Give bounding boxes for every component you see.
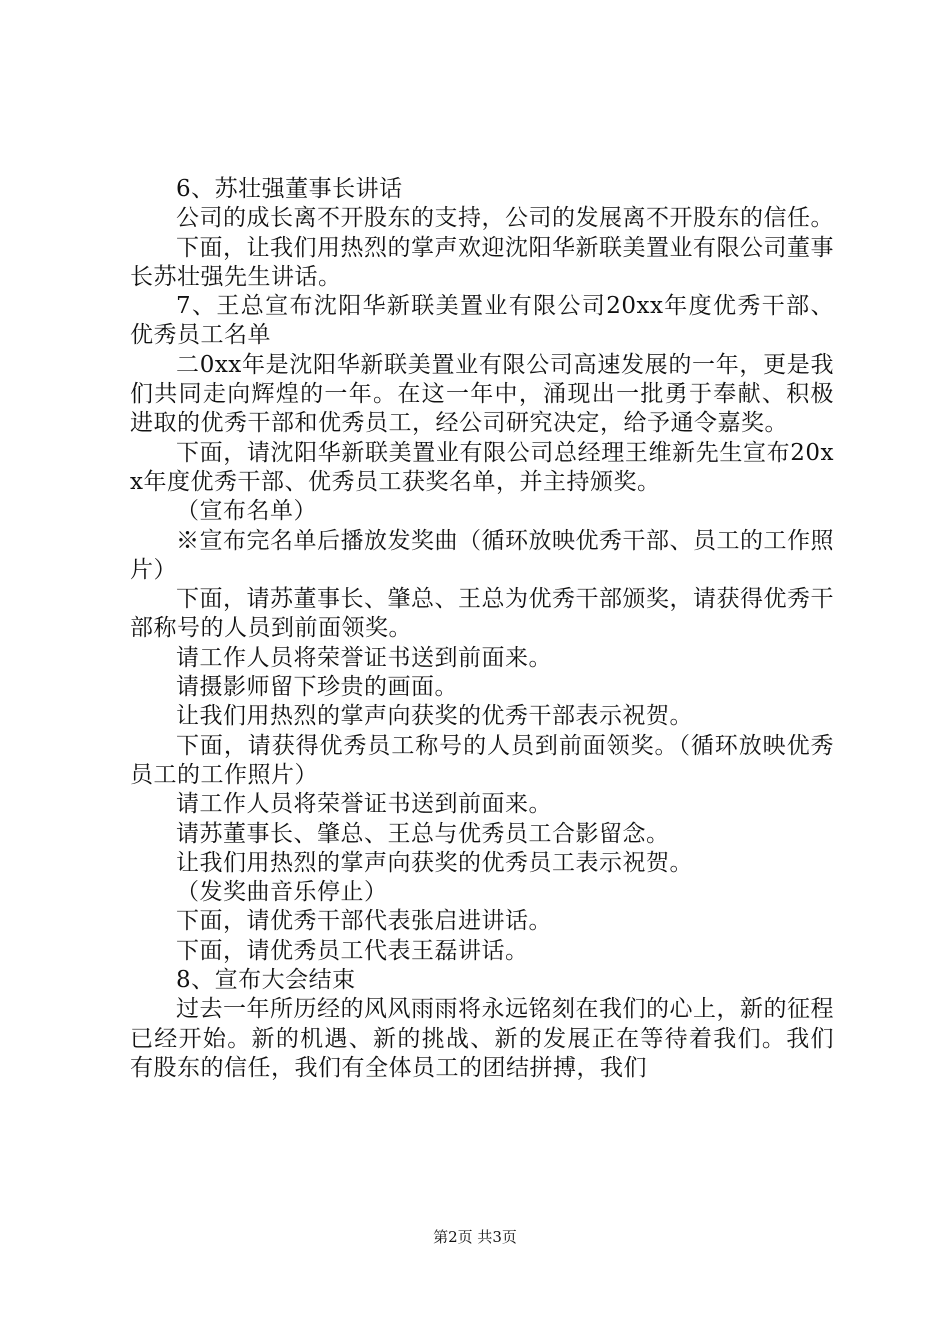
paragraph: 过去一年所历经的风风雨雨将永远铭刻在我们的心上，新的征程已经开始。新的机遇、新的挑战、新的发展正在等待着我们。我们有股东的信任，我们有全体员工的团结拼搏，我们 xyxy=(130,996,834,1081)
document-body xyxy=(130,175,834,1083)
paragraph: 请摄影师留下珍贵的画面。 xyxy=(176,674,458,701)
paragraph: ※宣布完名单后播放发奖曲（循环放映优秀干部、员工的工作照片） xyxy=(130,527,834,583)
paragraph: （宣布名单） xyxy=(176,498,317,525)
paragraph: 下面，请优秀干部代表张启进讲话。 xyxy=(176,908,552,935)
paragraph: 让我们用热烈的掌声向获奖的优秀干部表示祝贺。 xyxy=(176,703,693,730)
paragraph: 下面，请优秀员工代表王磊讲话。 xyxy=(176,937,529,964)
paragraph: 下面，请沈阳华新联美置业有限公司总经理王维新先生宣布20xx年度优秀干部、优秀员工获奖名单，并主持颁奖。 xyxy=(130,439,834,495)
paragraph: 请工作人员将荣誉证书送到前面来。 xyxy=(176,791,552,818)
paragraph: 下面，请获得优秀员工称号的人员到前面领奖。（循环放映优秀员工的工作照片） xyxy=(130,732,834,788)
paragraph: 请工作人员将荣誉证书送到前面来。 xyxy=(176,644,552,671)
paragraph: 请苏董事长、肇总、王总与优秀员工合影留念。 xyxy=(176,820,670,847)
section-heading-8: 8、宣布大会结束 xyxy=(176,967,356,994)
page-number-footer: 第2页 共3页 xyxy=(433,1228,517,1246)
section-heading-6: 6、苏壮强董事长讲话 xyxy=(176,176,403,202)
paragraph: 二0xx年是沈阳华新联美置业有限公司高速发展的一年，更是我们共同走向辉煌的一年。在这一年中，涌现出一批勇于奉献、积极进取的优秀干部和优秀员工，经公司研究决定，给予通令嘉奖。 xyxy=(130,351,834,437)
paragraph: 下面，请苏董事长、肇总、王总为优秀干部颁奖，请获得优秀干部称号的人员到前面领奖。 xyxy=(130,586,834,642)
paragraph: 让我们用热烈的掌声向获奖的优秀员工表示祝贺。 xyxy=(176,849,693,876)
paragraph: （发奖曲音乐停止） xyxy=(176,879,388,906)
paragraph: 下面，让我们用热烈的掌声欢迎沈阳华新联美置业有限公司董事长苏壮强先生讲话。 xyxy=(130,234,834,290)
section-heading-7: 7、王总宣布沈阳华新联美置业有限公司20xx年度优秀干部、优秀员工名单 xyxy=(130,293,834,349)
paragraph: 公司的成长离不开股东的支持，公司的发展离不开股东的信任。 xyxy=(176,205,834,232)
